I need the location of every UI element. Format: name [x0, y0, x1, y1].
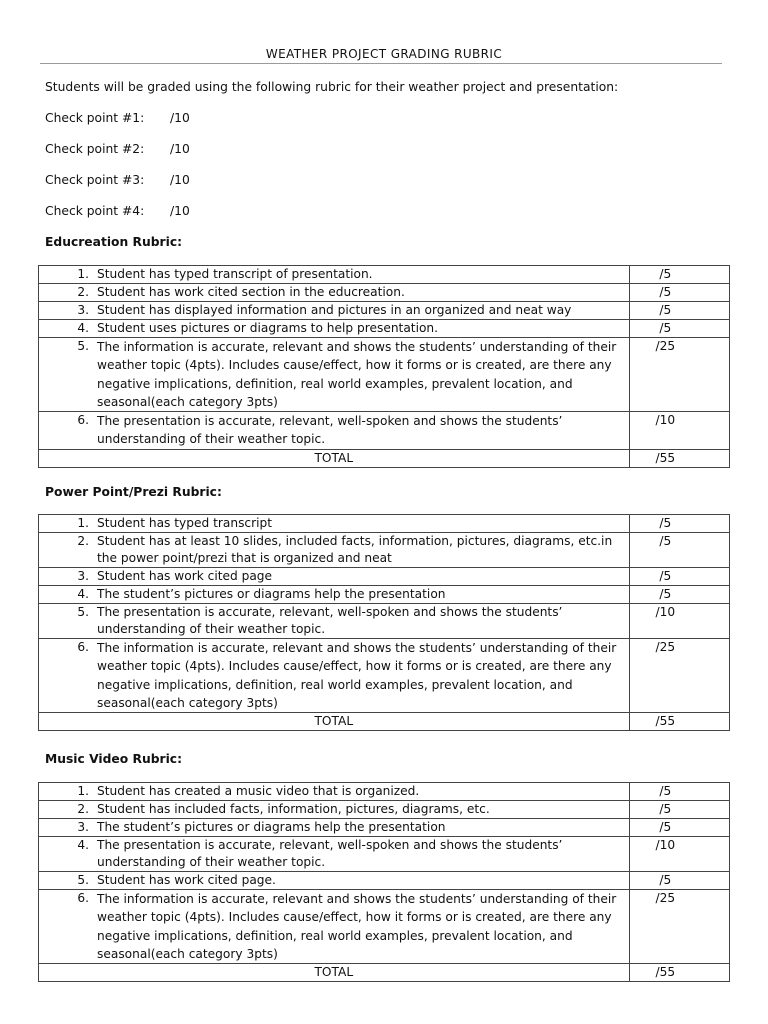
criterion-number: 1. — [77, 267, 89, 281]
criterion-text: Student has created a music video that is organized. — [97, 784, 420, 798]
total-label: TOTAL — [39, 713, 630, 731]
criterion-text: Student uses pictures or diagrams to help presentation. — [97, 321, 439, 335]
educreation-heading: Educreation Rubric: — [45, 235, 183, 249]
total-row — [39, 449, 730, 467]
criterion-text: Student has included facts, information, pictures, diagrams, etc. — [97, 802, 490, 816]
table-row — [39, 890, 730, 964]
criterion-points: /25 — [629, 338, 729, 412]
criterion-text: Student has typed transcript of presentation. — [97, 267, 373, 281]
criterion-points: /5 — [629, 533, 729, 568]
checkpoint-3 — [45, 173, 190, 187]
musicvideo-rubric-table — [38, 782, 730, 982]
checkpoint-score: /10 — [170, 204, 190, 218]
table-row — [39, 338, 730, 412]
table-row — [39, 586, 730, 604]
powerpoint-rubric-table — [38, 514, 730, 731]
criterion-points: /5 — [629, 284, 729, 302]
criterion-points: /10 — [629, 604, 729, 639]
criterion-text: The information is accurate, relevant and shows the students’ understanding of their weather topic (4pts). Includes cause/effect, how it forms or is created, are there any negative implications, definition, real world examples, prevalent location, and seasonal(each category 3pts) — [97, 892, 617, 961]
title-divider — [40, 63, 722, 64]
criterion-points: /25 — [629, 639, 729, 713]
criterion-number: 6. — [77, 640, 89, 654]
criterion-text: The presentation is accurate, relevant, well-spoken and shows the students’ understanding of their weather topic. — [97, 414, 563, 447]
criterion-number: 1. — [77, 516, 89, 530]
criterion-number: 5. — [77, 605, 89, 619]
table-row — [39, 872, 730, 890]
criterion-text: Student has work cited section in the educreation. — [97, 285, 405, 299]
criterion-text: The information is accurate, relevant and shows the students’ understanding of their weather topic (4pts). Includes cause/effect, how it forms or is created, are there any negative implications, definition, real world examples, prevalent location, and seasonal(each category 3pts) — [97, 340, 617, 409]
criterion-text: Student has work cited page — [97, 569, 273, 583]
checkpoint-2 — [45, 142, 190, 156]
checkpoint-label: Check point #3: — [45, 173, 145, 187]
table-row — [39, 604, 730, 639]
total-points: /55 — [629, 964, 729, 982]
table-row — [39, 302, 730, 320]
table-row — [39, 819, 730, 837]
musicvideo-heading: Music Video Rubric: — [45, 752, 182, 766]
criterion-points: /10 — [629, 412, 729, 450]
criterion-number: 2. — [77, 534, 89, 548]
checkpoint-score: /10 — [170, 111, 190, 125]
criterion-number: 5. — [77, 339, 89, 353]
table-row — [39, 284, 730, 302]
table-row — [39, 533, 730, 568]
powerpoint-heading: Power Point/Prezi Rubric: — [45, 485, 222, 499]
criterion-number: 4. — [77, 838, 89, 852]
checkpoint-label: Check point #1: — [45, 111, 145, 125]
table-row — [39, 412, 730, 450]
criterion-text: Student has typed transcript — [97, 516, 273, 530]
table-row — [39, 320, 730, 338]
criterion-points: /5 — [629, 568, 729, 586]
total-points: /55 — [629, 713, 729, 731]
criterion-points: /5 — [629, 819, 729, 837]
intro-text: Students will be graded using the following rubric for their weather project and presentation: — [45, 80, 619, 94]
total-row — [39, 713, 730, 731]
criterion-text: Student has displayed information and pictures in an organized and neat way — [97, 303, 572, 317]
criterion-points: /5 — [629, 320, 729, 338]
checkpoint-label: Check point #4: — [45, 204, 145, 218]
checkpoint-1 — [45, 111, 190, 125]
criterion-text: The student’s pictures or diagrams help the presentation — [97, 587, 446, 601]
criterion-number: 5. — [77, 873, 89, 887]
criterion-number: 2. — [77, 285, 89, 299]
table-row — [39, 639, 730, 713]
criterion-number: 4. — [77, 587, 89, 601]
criterion-points: /5 — [629, 801, 729, 819]
checkpoint-label: Check point #2: — [45, 142, 145, 156]
criterion-points: /5 — [629, 302, 729, 320]
criterion-points: /10 — [629, 837, 729, 872]
criterion-number: 3. — [77, 303, 89, 317]
criterion-points: /5 — [629, 266, 729, 284]
criterion-points: /5 — [629, 872, 729, 890]
total-row — [39, 964, 730, 982]
checkpoint-4 — [45, 204, 190, 218]
table-row — [39, 783, 730, 801]
criterion-number: 4. — [77, 321, 89, 335]
criterion-text: The student’s pictures or diagrams help the presentation — [97, 820, 446, 834]
table-row — [39, 515, 730, 533]
criterion-text: The information is accurate, relevant and shows the students’ understanding of their weather topic (4pts). Includes cause/effect, how it forms or is created, are there any negative implications, definition, real world examples, prevalent location, and seasonal(each category 3pts) — [97, 641, 617, 710]
educreation-rubric-table — [38, 265, 730, 468]
checkpoint-score: /10 — [170, 142, 190, 156]
criterion-points: /5 — [629, 586, 729, 604]
criterion-number: 2. — [77, 802, 89, 816]
criterion-text: The presentation is accurate, relevant, well-spoken and shows the students’ understanding of their weather topic. — [97, 605, 563, 636]
criterion-number: 1. — [77, 784, 89, 798]
checkpoint-score: /10 — [170, 173, 190, 187]
table-row — [39, 568, 730, 586]
criterion-text: Student has at least 10 slides, included facts, information, pictures, diagrams, etc.in the power point/prezi that is organized and neat — [97, 534, 613, 565]
total-label: TOTAL — [39, 964, 630, 982]
criterion-points: /25 — [629, 890, 729, 964]
table-row — [39, 837, 730, 872]
criterion-number: 6. — [77, 891, 89, 905]
table-row — [39, 801, 730, 819]
criterion-number: 3. — [77, 820, 89, 834]
criterion-points: /5 — [629, 783, 729, 801]
page-title: WEATHER PROJECT GRADING RUBRIC — [265, 47, 503, 61]
criterion-text: The presentation is accurate, relevant, well-spoken and shows the students’ understanding of their weather topic. — [97, 838, 563, 869]
criterion-points: /5 — [629, 515, 729, 533]
criterion-number: 6. — [77, 413, 89, 428]
total-label: TOTAL — [39, 449, 630, 467]
criterion-number: 3. — [77, 569, 89, 583]
table-row — [39, 266, 730, 284]
criterion-text: Student has work cited page. — [97, 873, 276, 887]
total-points: /55 — [629, 449, 729, 467]
